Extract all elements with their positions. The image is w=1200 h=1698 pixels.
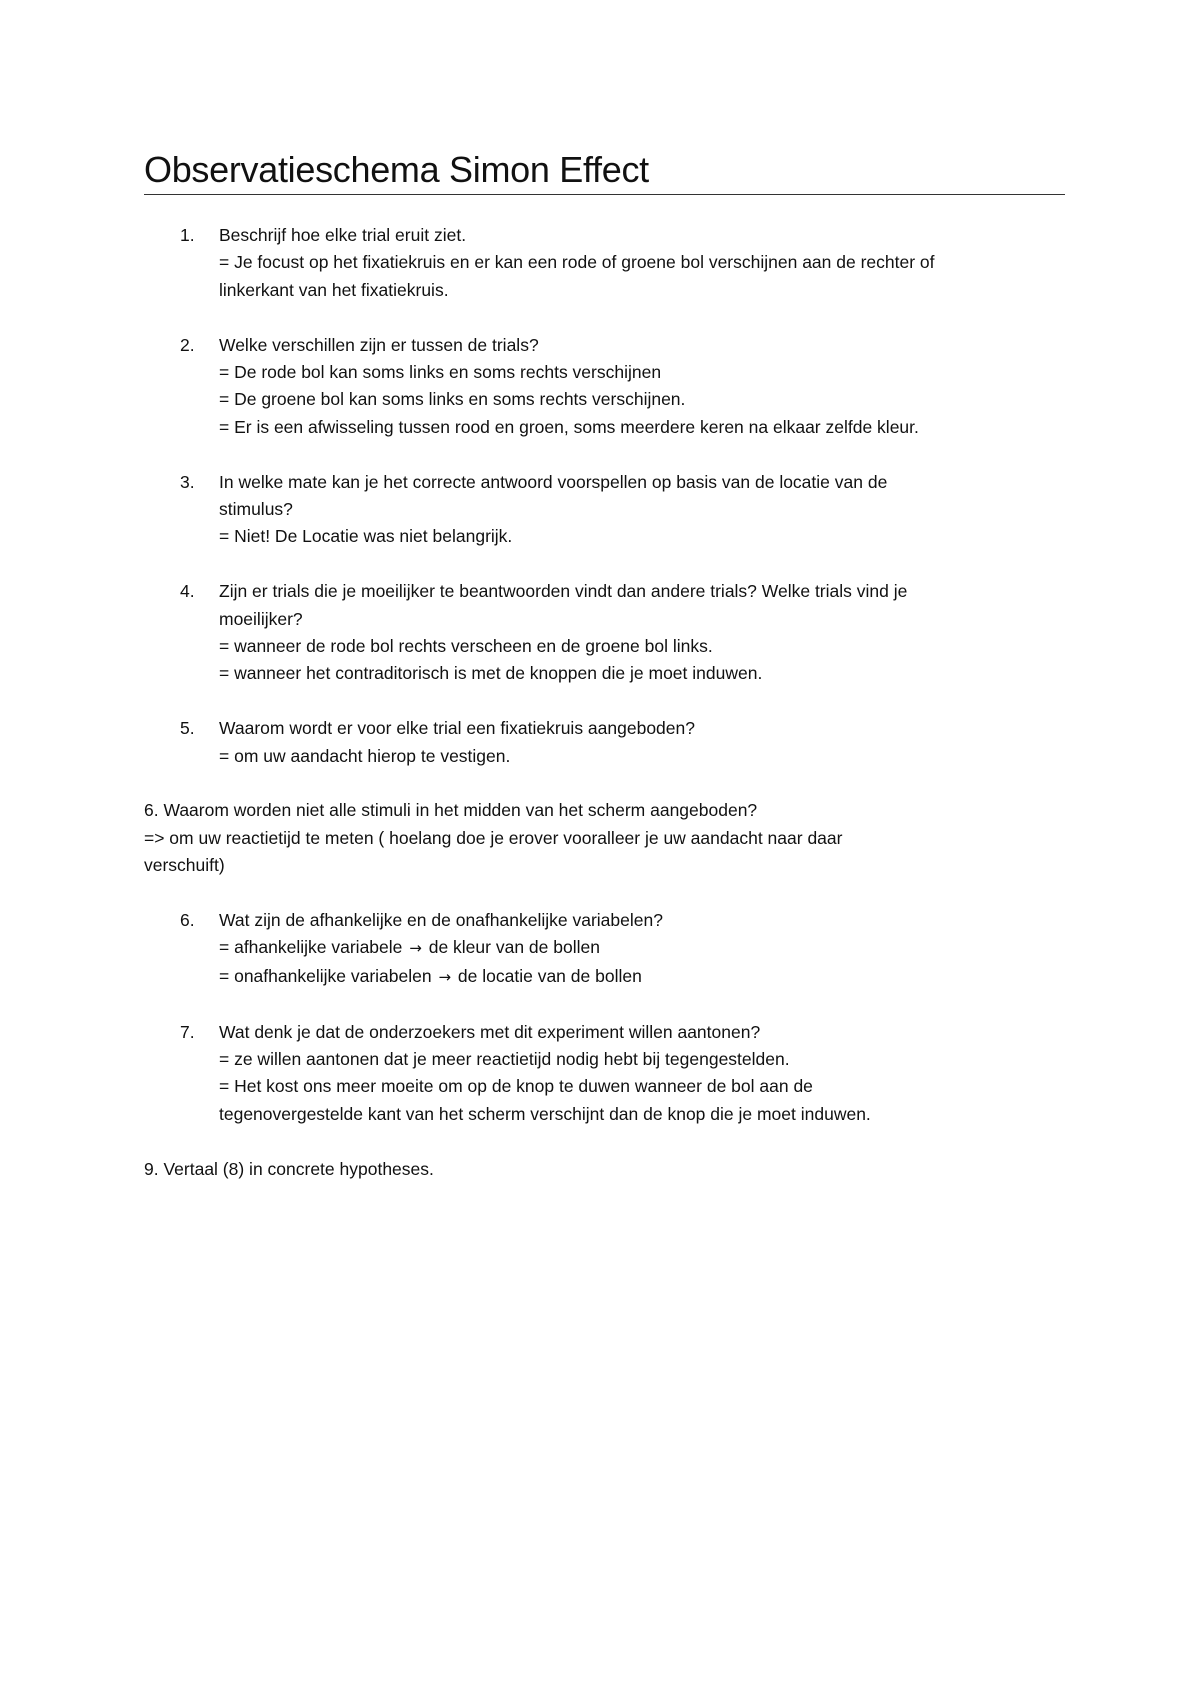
question-2 — [144, 332, 1065, 442]
question-number: 3. — [180, 471, 195, 492]
title-underline — [144, 194, 1065, 195]
answer-text: = afhankelijke variabele — [219, 937, 403, 958]
answer-text: linkerkant van het fixatiekruis. — [219, 279, 449, 300]
answer-text: = om uw aandacht hierop te vestigen. — [219, 745, 511, 766]
question-number: 1. — [180, 225, 195, 245]
arrow-right-icon: → — [438, 967, 452, 986]
question-text: moeilijker? — [219, 608, 303, 629]
answer-line-independent — [219, 963, 1065, 991]
page-title: Observatieschema Simon Effect — [144, 149, 649, 190]
question-text: 9. Vertaal (8) in concrete hypotheses. — [144, 1158, 434, 1179]
question-3 — [144, 469, 1065, 551]
question-text: In welke mate kan je het correcte antwoord voorspellen op basis van de locatie van de — [219, 471, 888, 492]
question-number: 6. — [180, 910, 195, 931]
question-number: 2. — [180, 334, 195, 355]
question-1 — [144, 222, 1065, 304]
answer-text: = Je focust op het fixatiekruis en er kan een rode of groene bol verschijnen aan de rechter of — [219, 252, 935, 273]
question-9-paragraph — [144, 1156, 1065, 1183]
question-text: Beschrijf hoe elke trial eruit ziet. — [219, 225, 467, 245]
question-text: Waarom wordt er voor elke trial een fixatiekruis aangeboden? — [219, 718, 695, 739]
question-text: Welke verschillen zijn er tussen de trials? — [219, 334, 539, 355]
answer-text: = wanneer de rode bol rechts verscheen en de groene bol links. — [219, 636, 713, 657]
question-text: Wat denk je dat de onderzoekers met dit experiment willen aantonen? — [219, 1021, 761, 1042]
question-number: 4. — [180, 581, 195, 602]
question-4 — [144, 578, 1065, 688]
answer-text: = Er is een afwisseling tussen rood en groen, soms meerdere keren na elkaar zelfde kleur. — [219, 416, 919, 437]
answer-text: verschuift) — [144, 855, 225, 876]
question-number: 5. — [180, 718, 195, 739]
answer-text: = De rode bol kan soms links en soms rechts verschijnen — [219, 362, 662, 383]
answer-text: = wanneer het contraditorisch is met de knoppen die je moet induwen. — [219, 663, 763, 684]
question-text: stimulus? — [219, 499, 293, 520]
document-body — [144, 222, 1065, 1210]
question-number: 7. — [180, 1021, 195, 1042]
answer-text: = onafhankelijke variabelen — [219, 965, 432, 986]
answer-text: tegenovergestelde kant van het scherm verschijnt dan de knop die je moet induwen. — [219, 1103, 871, 1124]
answer-text: = Het kost ons meer moeite om op de knop te duwen wanneer de bol aan de — [219, 1076, 813, 1097]
question-6-paragraph — [144, 797, 1065, 879]
question-7 — [144, 1019, 1065, 1129]
answer-text: = Niet! De Locatie was niet belangrijk. — [219, 526, 513, 547]
arrow-right-icon: → — [409, 939, 422, 958]
answer-text: = De groene bol kan soms links en soms rechts verschijnen. — [219, 389, 686, 410]
question-text: Zijn er trials die je moeilijker te beantwoorden vindt dan andere trials? Welke trials vind je — [219, 581, 908, 602]
question-5 — [144, 715, 1065, 770]
answer-text: de kleur van de bollen — [428, 937, 600, 958]
answer-line-dependent — [219, 934, 1065, 962]
question-6-variables — [144, 907, 1065, 991]
answer-text: = ze willen aantonen dat je meer reactietijd nodig hebt bij tegengestelden. — [219, 1049, 790, 1070]
question-text: 6. Waarom worden niet alle stimuli in het midden van het scherm aangeboden? — [144, 800, 758, 821]
answer-text: => om uw reactietijd te meten ( hoelang doe je erover vooralleer je uw aandacht naar daar — [144, 827, 843, 848]
answer-text: de locatie van de bollen — [457, 965, 642, 986]
question-text: Wat zijn de afhankelijke en de onafhankelijke variabelen? — [219, 910, 663, 931]
